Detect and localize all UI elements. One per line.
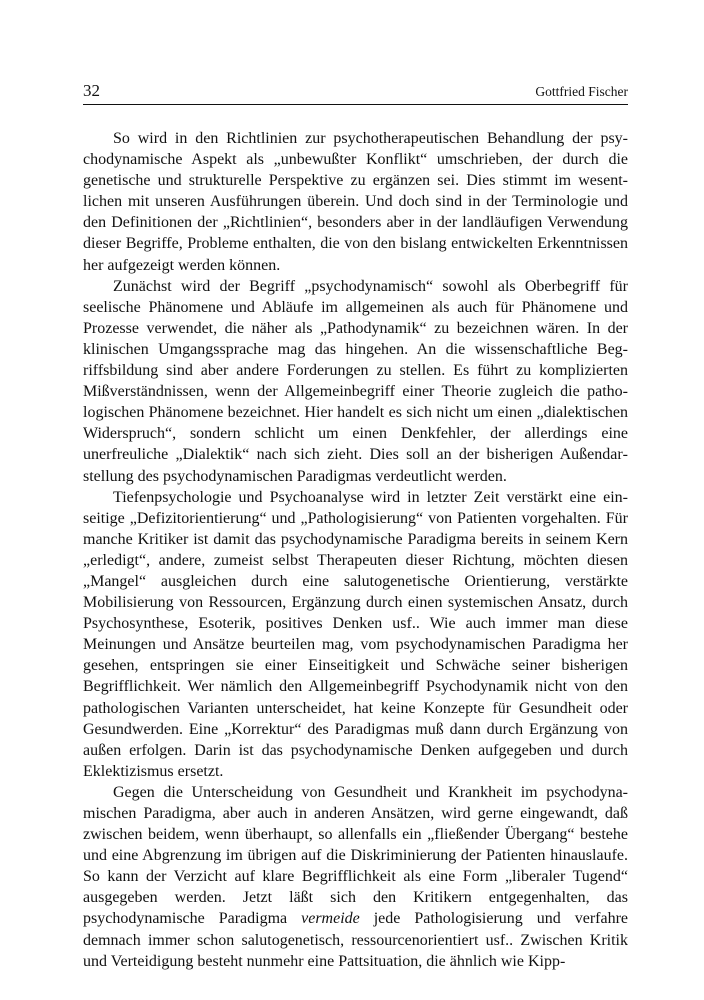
emphasis-vermeide: vermeide <box>301 910 360 928</box>
page-number: 32 <box>83 81 100 100</box>
paragraph-4-after: jede Pathologisierung und verfahre demnach immer schon salutogenetisch, ressourcenorientiert usf.. Zwischen Kritik und Verteidigung besteht nunmehr eine Pattsituation, die ähnlich wie Kipp- <box>83 910 628 970</box>
page-header <box>83 78 628 104</box>
paragraph-1: So wird in den Richtlinien zur psychotherapeutischen Behandlung der psychodynamische Aspekt als „unbewußter Konflikt“ umschrieben, der durch die genetische und strukturelle Perspektive zu ergänzen sei. Dies stimmt im wesentlichen mit unseren Ausführungen überein. Und doch sind in der Terminologie und den Definitionen der „Richtlinien“, besonders aber in der landläufigen Verwendung dieser Begriffe, Probleme enthalten, die von den bislang entwickelten Erkenntnissen her aufgezeigt werden können. <box>83 130 628 274</box>
running-head-author: Gottfried Fischer <box>535 84 628 99</box>
body-text <box>83 128 628 972</box>
paragraph-4 <box>83 782 628 972</box>
paragraph-4-before: Gegen die Unterscheidung von Gesundheit und Krankheit im psychodynamischen Paradigma, aber auch in anderen Ansätzen, wird gerne eingewandt, daß zwischen beidem, wenn überhaupt, so allenfalls ein „fließender Übergang“ bestehe und eine Abgrenzung im übrigen auf die Diskriminierung der Patienten hinauslaufe. So kann der Verzicht auf klare Begrifflichkeit als eine Form „liberaler Tugend“ ausgegeben werden. Jetzt läßt sich den Kritikern entgegenhalten, das psychodynamische Paradigma <box>83 783 628 928</box>
paragraph-2: Zunächst wird der Begriff „psychodynamisch“ sowohl als Oberbegriff für seelische Phänomene und Abläufe im allgemeinen als auch für Phänomene und Prozesse verwendet, die näher als „Pathodynamik“ zu bezeichnen wären. In der klinischen Umgangssprache mag das hingehen. An die wissenschaftliche Begriffsbildung sind aber andere Forderungen zu stellen. Es führt zu komplizierten Mißverständnissen, wenn der Allgemeinbegriff einer Theorie zugleich die pathologischen Phänomene bezeichnet. Hier handelt es sich nicht um einen „dialektischen Widerspruch“, sondern schlicht um einen Denkfehler, der allerdings eine unerfreuliche „Dialektik“ nach sich zieht. Dies soll an der bisherigen Außendarstellung des psychodynamischen Paradigmas verdeutlicht werden. <box>83 277 628 485</box>
paragraph-3: Tiefenpsychologie und Psychoanalyse wird in letzter Zeit verstärkt eine einseitige „Defizitorientierung“ und „Pathologisierung“ von Patienten vorgehalten. Für manche Kritiker ist damit das psychodynamische Paradigma bereits in seinem Kern „erledigt“, andere, zumeist selbst Therapeuten dieser Richtung, möchten diesen „Mangel“ ausgleichen durch eine salutogenetische Orientierung, verstärkte Mobilisierung von Ressourcen, Ergänzung durch einen systemischen Ansatz, durch Psychosynthese, Esoterik, positives Denken usf.. Wie auch immer man diese Meinungen und Ansätze beurteilen mag, vom psychodynamischen Paradigma her gesehen, entspringen sie einer Einseitigkeit und Schwäche seiner bisherigen Begrifflichkeit. Wer nämlich den Allgemeinbegriff Psychodynamik nicht von den pathologischen Varianten unterscheidet, hat keine Konzepte für Gesundheit oder Gesundwerden. Eine „Korrektur“ des Paradigmas muß dann durch Ergänzung von außen erfolgen. Darin ist das psychodynamische Denken aufgegeben und durch Eklektizismus ersetzt. <box>83 488 628 780</box>
header-rule <box>83 104 628 105</box>
